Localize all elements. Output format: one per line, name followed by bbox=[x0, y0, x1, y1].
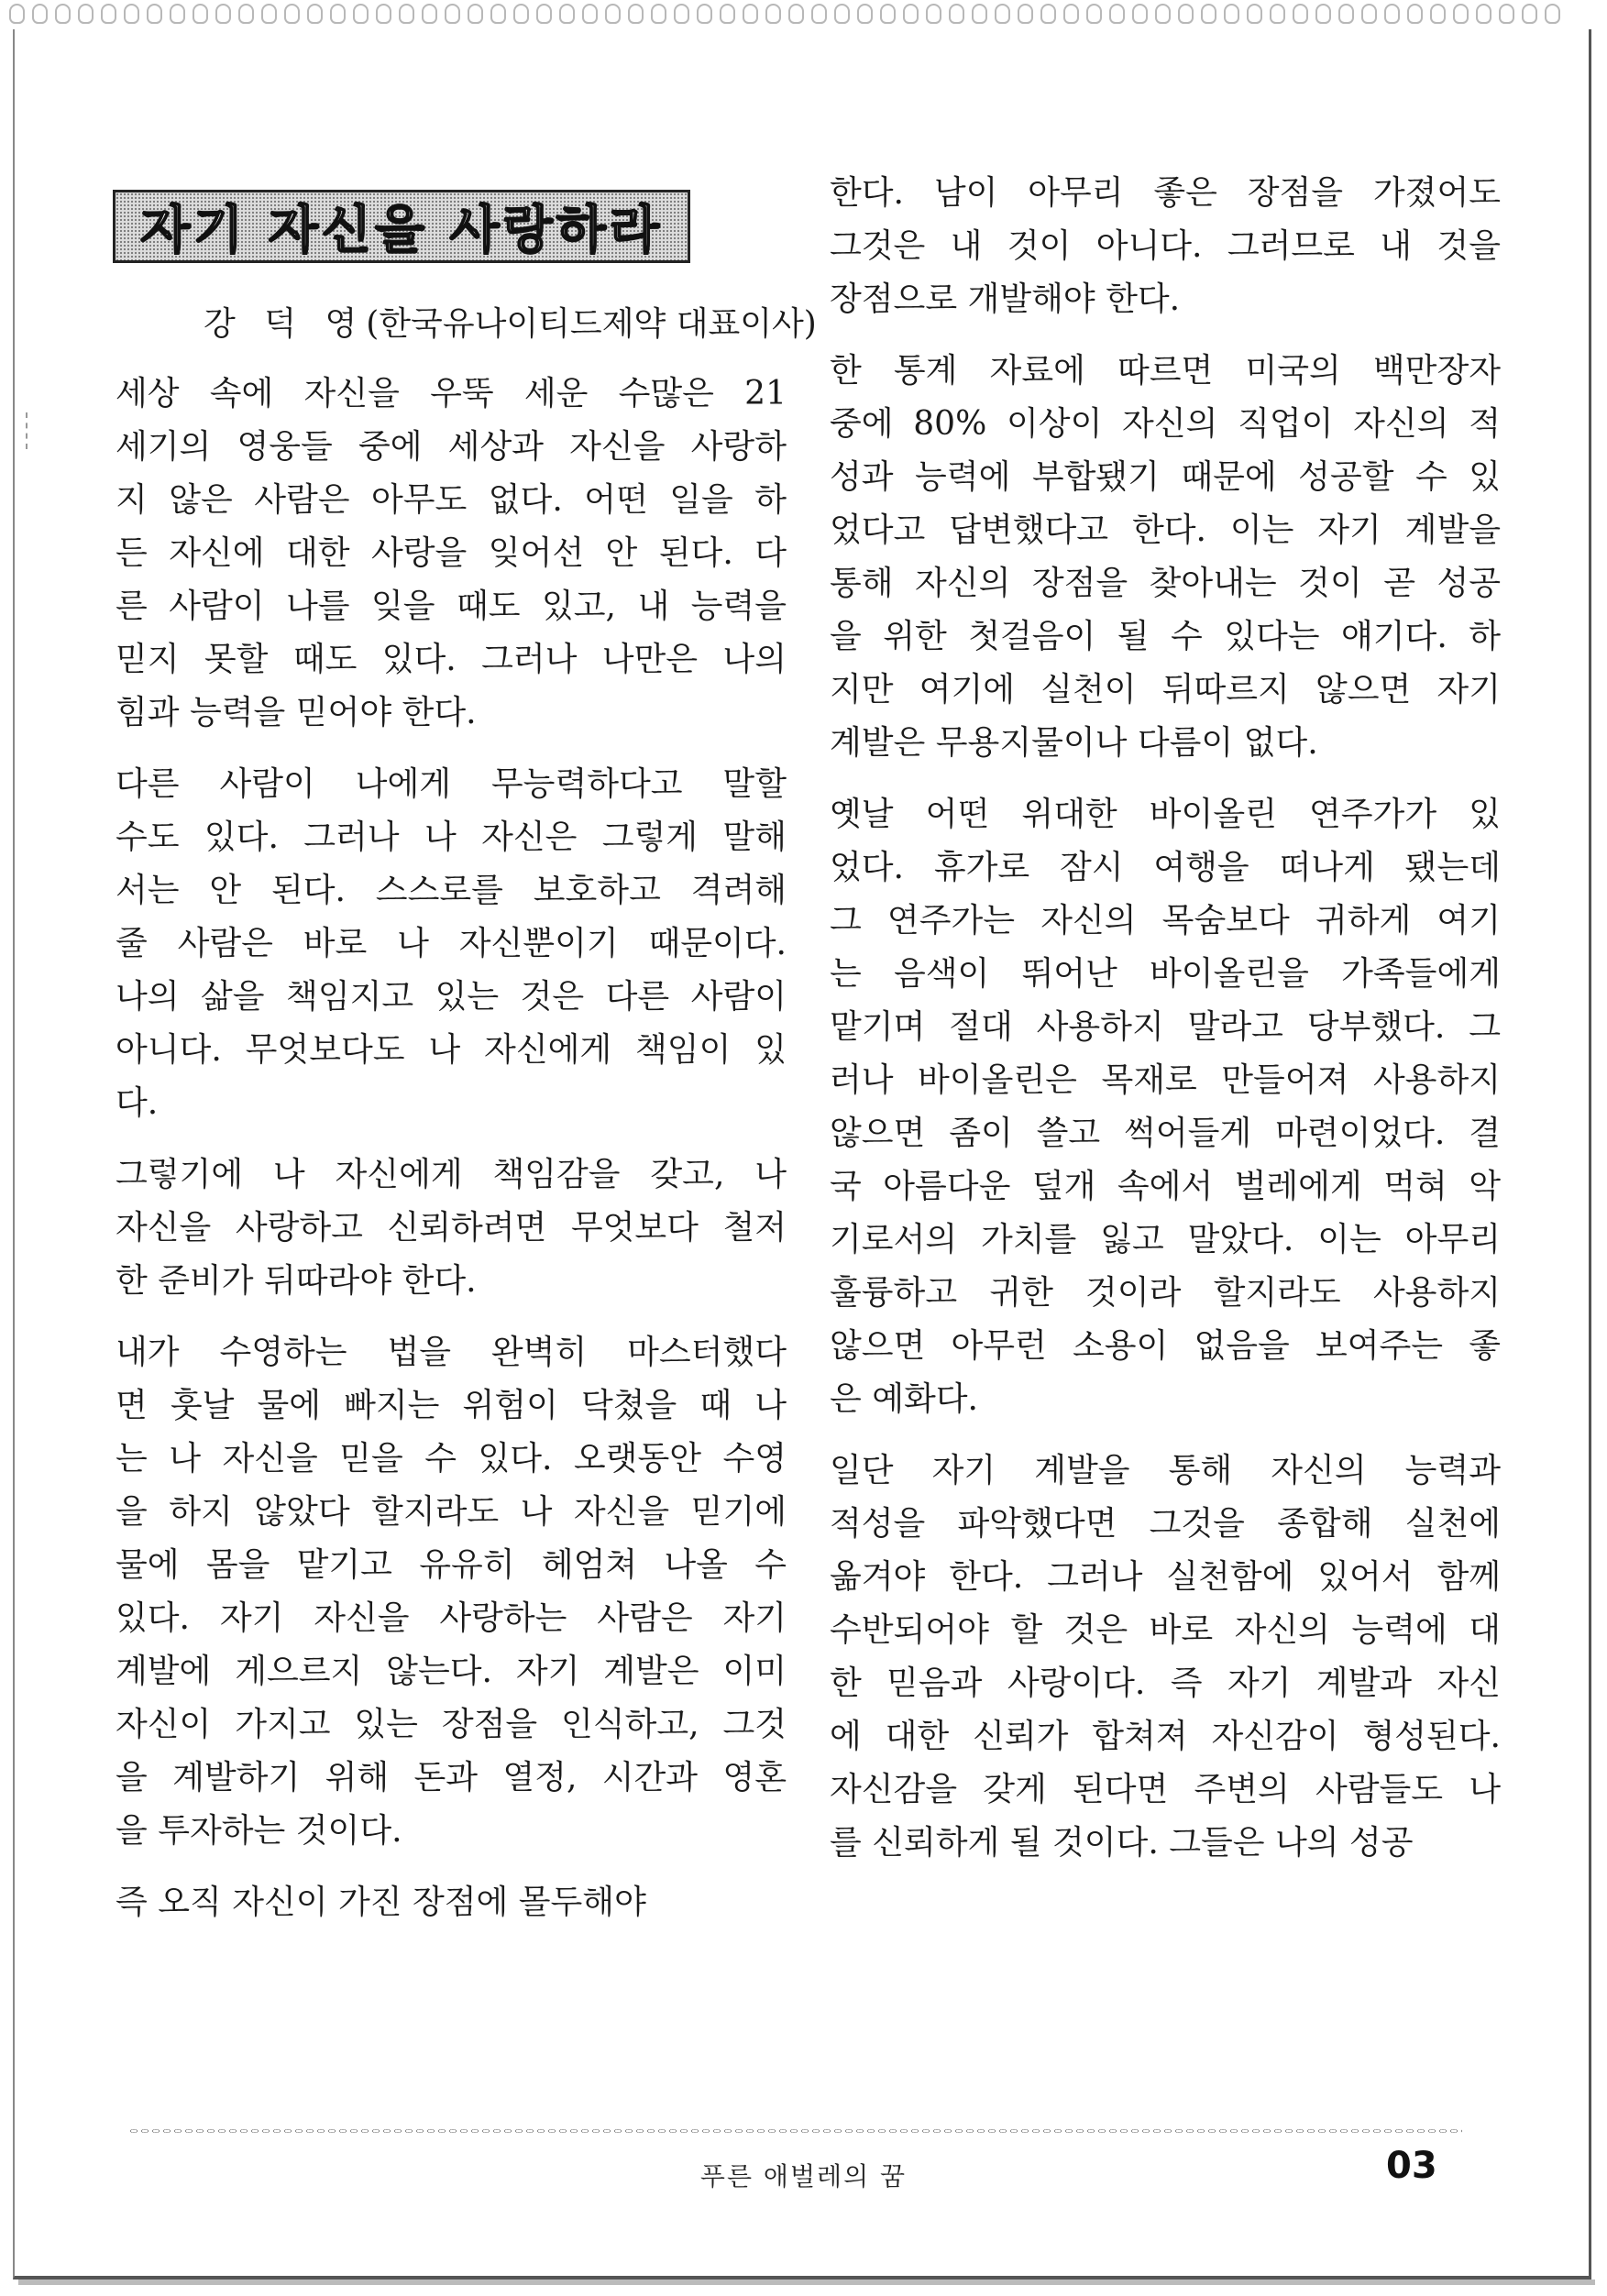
binding-ring bbox=[101, 4, 116, 24]
text-line: 국 아름다운 덮개 속에서 벌레에게 먹혀 악 bbox=[830, 1168, 1501, 1205]
binding-ring bbox=[903, 4, 919, 24]
text-line: 을 하지 않았다 할지라도 나 자신을 믿기에 bbox=[116, 1493, 787, 1531]
text-line: 줄 사람은 바로 나 자신뿐이기 때문이다. bbox=[116, 925, 787, 962]
text-line: 힘과 능력을 믿어야 한다. bbox=[116, 694, 477, 731]
binding-ring bbox=[1018, 4, 1033, 24]
text-line: 서는 안 된다. 스스로를 보호하고 격려해 bbox=[116, 872, 787, 909]
text-line: 자신을 사랑하고 신뢰하려면 무엇보다 철저 bbox=[116, 1209, 787, 1247]
binding-ring bbox=[1407, 4, 1423, 24]
text-line: 수반되어야 할 것은 바로 자신의 능력에 대 bbox=[830, 1611, 1501, 1649]
paragraph bbox=[116, 368, 787, 740]
text-line: 장점으로 개발해야 한다. bbox=[830, 280, 1181, 318]
binding-ring bbox=[1224, 4, 1239, 24]
footer-publication: 푸른 애벌레의 꿈 bbox=[699, 2161, 908, 2192]
text-line: 맡기며 절대 사용하지 말라고 당부했다. 그 bbox=[830, 1008, 1501, 1046]
binding-rings bbox=[0, 4, 1607, 27]
paragraph bbox=[116, 1148, 787, 1308]
binding-ring bbox=[353, 4, 369, 24]
binding-ring bbox=[972, 4, 987, 24]
binding-ring bbox=[995, 4, 1010, 24]
binding-ring bbox=[811, 4, 827, 24]
binding-ring bbox=[1315, 4, 1331, 24]
text-line: 일단 자기 계발을 통해 자신의 능력과 bbox=[830, 1452, 1501, 1489]
author-name: 강 덕 영 bbox=[204, 305, 367, 343]
binding-ring bbox=[765, 4, 781, 24]
binding-ring bbox=[720, 4, 735, 24]
binding-ring bbox=[261, 4, 277, 24]
right-column bbox=[830, 167, 1501, 1870]
text-line: 세기의 영웅들 중에 세상과 자신을 사랑하 bbox=[116, 428, 787, 466]
text-line: 는 나 자신을 믿을 수 있다. 오랫동안 수영 bbox=[116, 1440, 787, 1478]
text-line: 든 자신에 대한 사랑을 잊어선 안 된다. 다 bbox=[116, 534, 787, 572]
binding-ring bbox=[1247, 4, 1262, 24]
binding-ring bbox=[193, 4, 208, 24]
text-line: 믿지 못할 때도 있다. 그러나 나만은 나의 bbox=[116, 641, 787, 678]
binding-ring bbox=[1361, 4, 1377, 24]
binding-ring bbox=[1086, 4, 1102, 24]
text-line: 자신감을 갖게 된다면 주변의 사람들도 나 bbox=[830, 1771, 1501, 1808]
binding-ring bbox=[536, 4, 552, 24]
binding-ring bbox=[399, 4, 414, 24]
binding-ring bbox=[1132, 4, 1148, 24]
binding-ring bbox=[1109, 4, 1125, 24]
paragraph bbox=[830, 788, 1501, 1426]
binding-ring bbox=[9, 4, 25, 24]
text-line: 을 위한 첫걸음이 될 수 있다는 얘기다. 하 bbox=[830, 618, 1501, 655]
binding-ring bbox=[1178, 4, 1194, 24]
text-line: 않으면 좀이 쓸고 썩어들게 마련이었다. 결 bbox=[830, 1115, 1501, 1152]
binding-ring bbox=[651, 4, 666, 24]
binding-ring bbox=[1338, 4, 1354, 24]
text-line: 나의 삶을 책임지고 있는 것은 다른 사람이 bbox=[116, 978, 787, 1016]
binding-ring bbox=[1499, 4, 1514, 24]
text-line: 수도 있다. 그러나 나 자신은 그렇게 말해 bbox=[116, 818, 787, 856]
text-line: 한 통계 자료에 따르면 미국의 백만장자 bbox=[830, 352, 1501, 390]
page-number: 03 bbox=[1386, 2145, 1437, 2187]
binding-ring bbox=[949, 4, 964, 24]
binding-ring bbox=[284, 4, 300, 24]
text-line: 을 투자하는 것이다. bbox=[116, 1812, 402, 1850]
binding-ring bbox=[147, 4, 162, 24]
text-line: 중에 80% 이상이 자신의 직업이 자신의 적 bbox=[830, 405, 1501, 443]
binding-ring bbox=[788, 4, 804, 24]
text-line: 물에 몸을 맡기고 유유히 헤엄쳐 나올 수 bbox=[116, 1546, 787, 1584]
binding-ring bbox=[628, 4, 644, 24]
text-line: 않으면 아무런 소용이 없음을 보여주는 좋 bbox=[830, 1327, 1501, 1365]
binding-ring bbox=[513, 4, 529, 24]
text-line: 옛날 어떤 위대한 바이올린 연주가가 있 bbox=[830, 796, 1501, 833]
text-line: 에 대한 신뢰가 합쳐져 자신감이 형성된다. bbox=[830, 1718, 1501, 1755]
binding-ring bbox=[926, 4, 941, 24]
margin-mark bbox=[26, 412, 37, 449]
text-line: 아니다. 무엇보다도 나 자신에게 책임이 있 bbox=[116, 1031, 787, 1069]
left-column bbox=[116, 368, 787, 1929]
text-line: 면 훗날 물에 빠지는 위험이 닥쳤을 때 나 bbox=[116, 1387, 787, 1424]
text-line: 었다. 휴가로 잠시 여행을 떠나게 됐는데 bbox=[830, 849, 1501, 886]
text-line: 를 신뢰하게 될 것이다. 그들은 나의 성공 bbox=[830, 1824, 1414, 1862]
text-line: 한다. 남이 아무리 좋은 장점을 가졌어도 bbox=[830, 174, 1501, 212]
text-line: 은 예화다. bbox=[830, 1380, 978, 1418]
binding-ring bbox=[376, 4, 391, 24]
text-line: 지만 여기에 실천이 뒤따르지 않으면 자기 bbox=[830, 671, 1501, 709]
binding-ring bbox=[32, 4, 48, 24]
binding-ring bbox=[1201, 4, 1216, 24]
paragraph bbox=[830, 167, 1501, 326]
binding-ring bbox=[215, 4, 231, 24]
text-line: 세상 속에 자신을 우뚝 세운 수많은 21 bbox=[116, 375, 787, 412]
text-line: 그 연주가는 자신의 목숨보다 귀하게 여기 bbox=[830, 902, 1501, 939]
paragraph bbox=[116, 1876, 787, 1929]
binding-ring bbox=[1522, 4, 1537, 24]
text-line: 을 계발하기 위해 돈과 열정, 시간과 영혼 bbox=[116, 1759, 787, 1796]
paragraph bbox=[116, 1326, 787, 1858]
binding-ring bbox=[880, 4, 896, 24]
text-line: 었다고 답변했다고 한다. 이는 자기 계발을 bbox=[830, 511, 1501, 549]
article-title: 자기 자신을 사랑하라 bbox=[140, 201, 663, 260]
text-line: 른 사람이 나를 잊을 때도 있고, 내 능력을 bbox=[116, 588, 787, 625]
text-line: 다. bbox=[116, 1084, 159, 1122]
binding-ring bbox=[170, 4, 185, 24]
binding-ring bbox=[445, 4, 460, 24]
text-line: 자신이 가지고 있는 장점을 인식하고, 그것 bbox=[116, 1706, 787, 1743]
binding-ring bbox=[697, 4, 712, 24]
binding-ring bbox=[1545, 4, 1560, 24]
page-shadow bbox=[18, 2280, 1595, 2285]
text-line: 통해 자신의 장점을 찾아내는 것이 곧 성공 bbox=[830, 565, 1501, 602]
text-line: 즉 오직 자신이 가진 장점에 몰두해야 bbox=[116, 1884, 646, 1921]
binding-ring bbox=[1293, 4, 1308, 24]
text-line: 다른 사람이 나에게 무능력하다고 말할 bbox=[116, 765, 787, 803]
binding-ring bbox=[307, 4, 323, 24]
text-line: 한 준비가 뒤따라야 한다. bbox=[116, 1262, 477, 1300]
binding-ring bbox=[1040, 4, 1056, 24]
binding-ring bbox=[55, 4, 71, 24]
binding-ring bbox=[78, 4, 94, 24]
text-line: 내가 수영하는 법을 완벽히 마스터했다 bbox=[116, 1334, 787, 1371]
author-affiliation: (한국유나이티드제약 대표이사) bbox=[366, 305, 817, 343]
paragraph bbox=[830, 345, 1501, 770]
footer-wavy-rule bbox=[128, 2125, 1462, 2137]
binding-ring bbox=[743, 4, 758, 24]
binding-ring bbox=[582, 4, 598, 24]
binding-ring bbox=[490, 4, 506, 24]
text-line: 적성을 파악했다면 그것을 종합해 실천에 bbox=[830, 1505, 1501, 1543]
text-line: 그것은 내 것이 아니다. 그러므로 내 것을 bbox=[830, 227, 1501, 265]
text-line: 지 않은 사람은 아무도 없다. 어떤 일을 하 bbox=[116, 481, 787, 519]
binding-ring bbox=[834, 4, 850, 24]
binding-ring bbox=[1453, 4, 1469, 24]
binding-ring bbox=[1155, 4, 1171, 24]
text-line: 그렇기에 나 자신에게 책임감을 갖고, 나 bbox=[116, 1156, 787, 1193]
paragraph bbox=[116, 758, 787, 1130]
binding-ring bbox=[605, 4, 621, 24]
paragraph bbox=[830, 1445, 1501, 1870]
binding-ring bbox=[238, 4, 254, 24]
text-line: 옮겨야 한다. 그러나 실천함에 있어서 함께 bbox=[830, 1558, 1501, 1596]
binding-ring bbox=[1430, 4, 1446, 24]
binding-ring bbox=[422, 4, 437, 24]
text-line: 러나 바이올린은 목재로 만들어져 사용하지 bbox=[830, 1061, 1501, 1099]
text-line: 계발에 게으르지 않는다. 자기 계발은 이미 bbox=[116, 1653, 787, 1690]
text-line: 훌륭하고 귀한 것이라 할지라도 사용하지 bbox=[830, 1274, 1501, 1312]
text-line: 계발은 무용지물이나 다름이 없다. bbox=[830, 724, 1318, 762]
binding-ring bbox=[1384, 4, 1400, 24]
binding-ring bbox=[330, 4, 346, 24]
binding-ring bbox=[559, 4, 575, 24]
binding-ring bbox=[1063, 4, 1079, 24]
binding-ring bbox=[468, 4, 483, 24]
binding-ring bbox=[124, 4, 139, 24]
binding-ring bbox=[674, 4, 689, 24]
binding-ring bbox=[857, 4, 873, 24]
text-line: 한 믿음과 사랑이다. 즉 자기 계발과 자신 bbox=[830, 1664, 1501, 1702]
binding-ring bbox=[1476, 4, 1491, 24]
text-line: 기로서의 가치를 잃고 말았다. 이는 아무리 bbox=[830, 1221, 1501, 1258]
title-box bbox=[113, 190, 690, 263]
byline bbox=[204, 298, 817, 345]
text-line: 성과 능력에 부합됐기 때문에 성공할 수 있 bbox=[830, 458, 1501, 496]
text-line: 있다. 자기 자신을 사랑하는 사람은 자기 bbox=[116, 1599, 787, 1637]
text-line: 는 음색이 뛰어난 바이올린을 가족들에게 bbox=[830, 955, 1501, 993]
binding-ring bbox=[1270, 4, 1285, 24]
